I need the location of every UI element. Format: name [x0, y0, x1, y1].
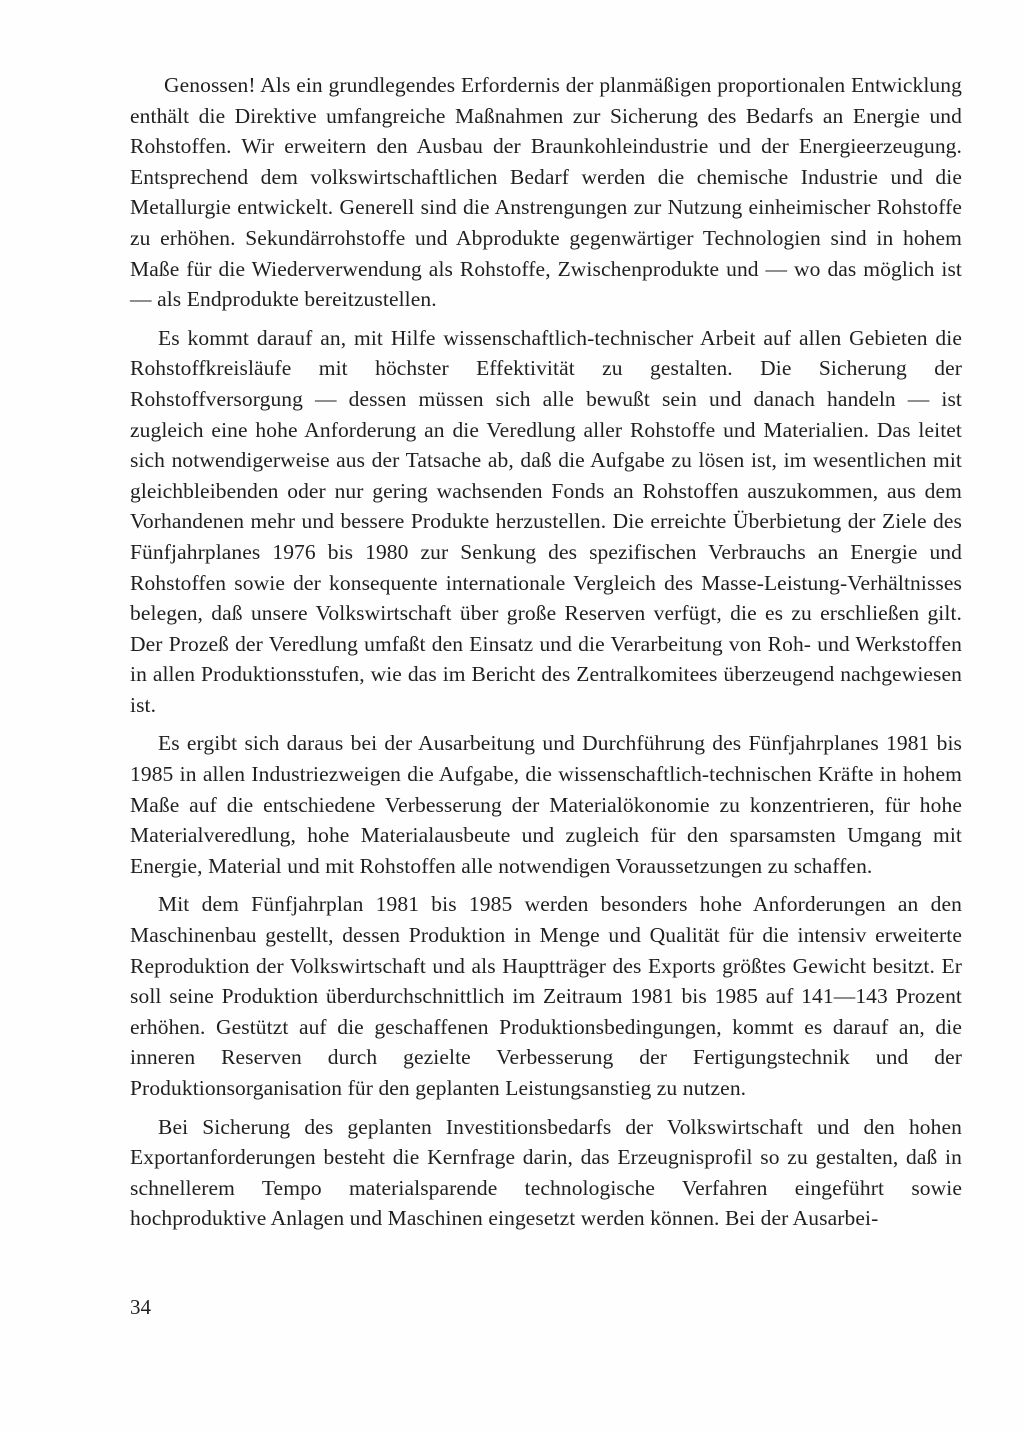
paragraph-5: Bei Sicherung des geplanten Investitionsbedarfs der Volkswirtschaft und den hohen Exportanforderungen besteht die Kernfrage darin, das Erzeugnisprofil so zu gestalten, daß in schnellerem Tempo materialsparende technologische Verfahren eingeführt sowie hochproduktive Anlagen und Maschinen eingesetzt werden können. Bei der Ausarbei- — [130, 1114, 962, 1231]
page-number: 34 — [130, 1295, 151, 1319]
paragraph-2: Es kommt darauf an, mit Hilfe wissenschaftlich-technischer Arbeit auf allen Gebieten die Rohstoffkreisläufe mit höchster Effektivität zu gestalten. Die Sicherung der Rohstoffversorgung — dessen müssen sich alle bewußt sein und danach handeln — ist zugleich eine hohe Anforderung an die Veredlung aller Rohstoffe und Materialien. Das leitet sich notwendigerweise aus der Tatsache ab, daß die Aufgabe zu lösen ist, im wesentlichen mit gleichbleibenden oder nur gering wachsenden Fonds an Rohstoffen auszukommen, aus dem Vorhandenen mehr und bessere Produkte herzustellen. Die erreichte Überbietung der Ziele des Fünfjahrplanes 1976 bis 1980 zur Senkung des spezifischen Verbrauchs an Energie und Rohstoffen sowie der konsequente internationale Vergleich des Masse-Leistung-Verhältnisses belegen, daß unsere Volkswirtschaft über große Reserven verfügt, die es zu erschließen gilt. Der Prozeß der Veredlung umfaßt den Einsatz und die Verarbeitung von Roh- und Werkstoffen in allen Produktionsstufen, wie das im Bericht des Zentralkomitees überzeugend nachgewiesen ist. — [130, 325, 962, 717]
paragraph-1: Genossen! Als ein grundlegendes Erfordernis der planmäßigen proportionalen Entwicklung enthält die Direktive umfangreiche Maßnahmen zur Sicherung des Bedarfs an Energie und Rohstoffen. Wir erweitern den Ausbau der Braunkohleindustrie und der Energieerzeugung. Entsprechend dem volkswirtschaftlichen Bedarf werden die chemische Industrie und die Metallurgie entwickelt. Generell sind die Anstrengungen zur Nutzung einheimischer Rohstoffe zu erhöhen. Sekundärrohstoffe und Abprodukte gegenwärtiger Technologien sind in hohem Maße für die Wiederverwendung als Rohstoffe, Zwischenprodukte und — wo das möglich ist — als Endprodukte bereitzustellen. — [130, 73, 962, 312]
paragraph-3: Es ergibt sich daraus bei der Ausarbeitung und Durchführung des Fünfjahrplanes 1981 bis 1985 in allen Industriezweigen die Aufgabe, die wissenschaftlich-technischen Kräfte in hohem Maße auf die entschiedene Verbesserung der Materialökonomie zu konzentrieren, für hohe Materialveredlung, hohe Materialausbeute und zugleich für den sparsamsten Umgang mit Energie, Material und mit Rohstoffen alle notwendigen Voraussetzungen zu schaffen. — [130, 731, 962, 878]
paragraph-4: Mit dem Fünfjahrplan 1981 bis 1985 werden besonders hohe Anforderungen an den Maschinenbau gestellt, dessen Produktion in Menge und Qualität für die intensiv erweiterte Reproduktion der Volkswirtschaft und als Hauptträger des Exports größtes Gewicht besitzt. Er soll seine Produktion überdurchschnittlich im Zeitraum 1981 bis 1985 auf 141—143 Prozent erhöhen. Gestützt auf die geschaffenen Produktionsbedingungen, kommt es darauf an, die inneren Reserven durch gezielte Verbesserung der Fertigungstechnik und der Produktionsorganisation für den geplanten Leistungsanstieg zu nutzen. — [130, 892, 962, 1100]
body-text — [130, 70, 962, 1234]
